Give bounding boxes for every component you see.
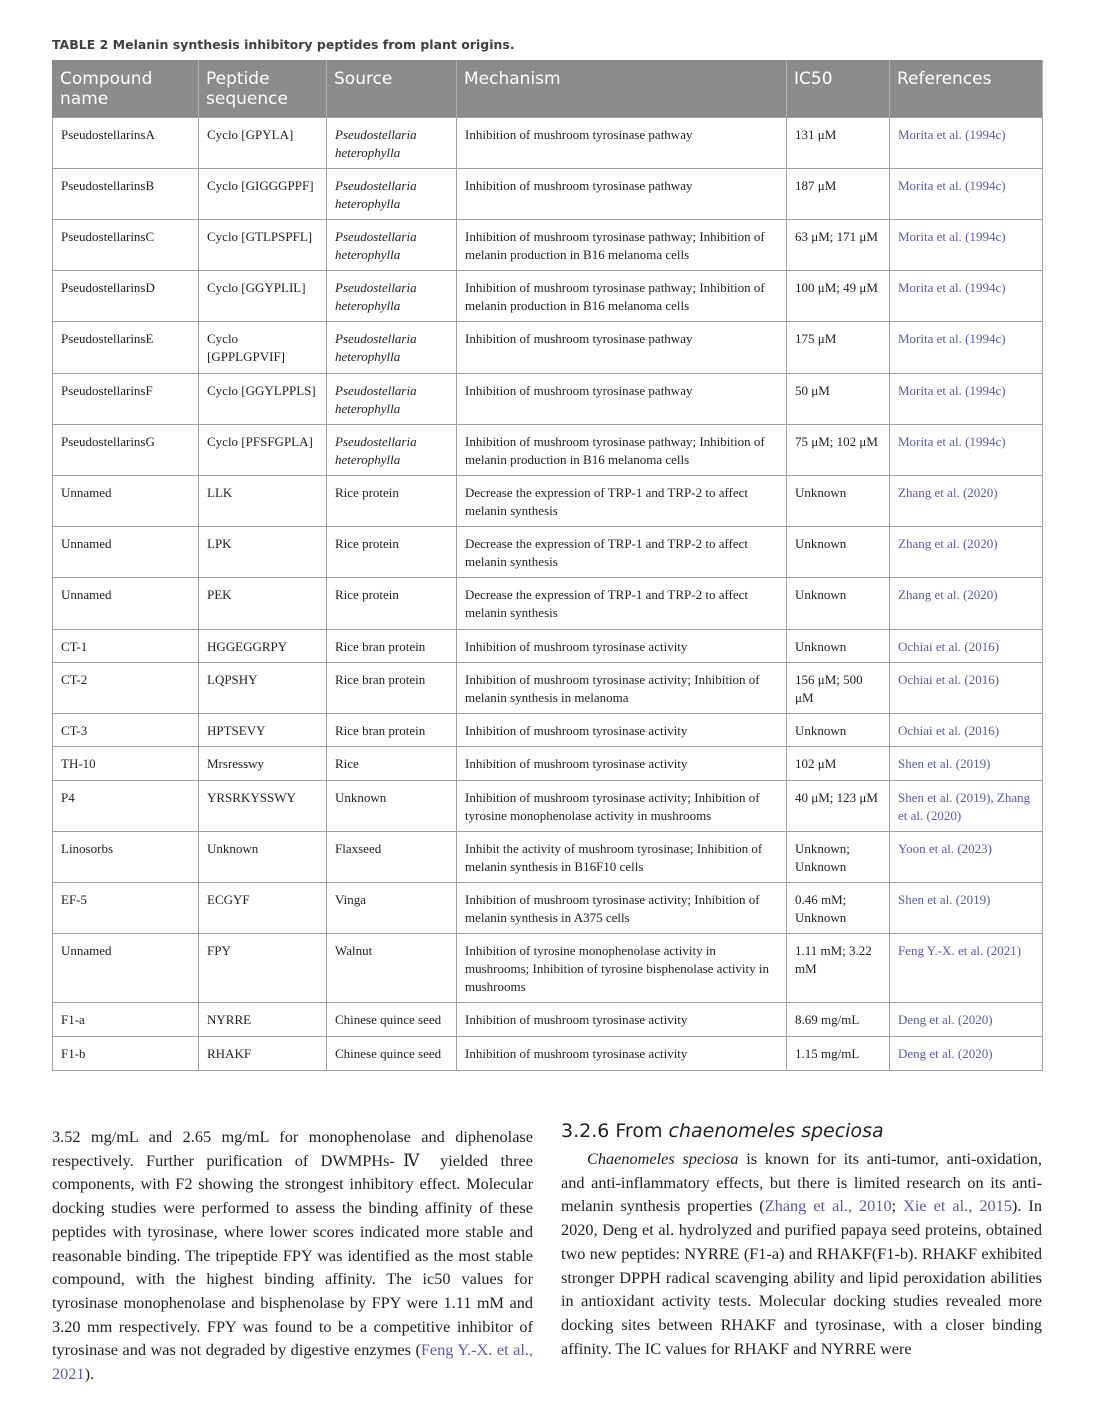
compound-cell: F1-a bbox=[53, 1003, 199, 1037]
compound-cell: TH-10 bbox=[53, 747, 199, 781]
table-row bbox=[53, 663, 1043, 714]
table-caption: TABLE 2 Melanin synthesis inhibitory peptides from plant origins. bbox=[52, 37, 515, 52]
ic50-cell: Unknown bbox=[787, 630, 890, 663]
header-source: Source bbox=[327, 60, 457, 118]
source-cell: Pseudostellaria heterophylla bbox=[327, 118, 457, 169]
sequence-cell: Cyclo [GPYLA] bbox=[199, 118, 327, 169]
paragraph-text: ). In 2020, Deng et al. hydrolyzed and purified papaya seed proteins, obtained two new peptides: NYRRE (F1-a) and RHAKF(F1-b). RHAKF exhibited stronger DPPH radical scavenging ability and lipid peroxidation abilities in antioxidant activity tests. Molecular docking studies revealed more docking sites between RHAKF and tyrosinase, with a closer binding affinity. The IC values for RHAKF and NYRRE were bbox=[561, 1196, 1042, 1358]
source-cell: Rice protein bbox=[327, 578, 457, 630]
reference-cell[interactable]: Morita et al. (1994c) bbox=[890, 220, 1043, 271]
ic50-cell: 175 μM bbox=[787, 322, 890, 374]
ic50-cell: 131 μM bbox=[787, 118, 890, 169]
ic50-cell: 156 μM; 500 μM bbox=[787, 663, 890, 714]
table-row bbox=[53, 527, 1043, 578]
compound-cell: PseudostellarinsD bbox=[53, 271, 199, 322]
reference-cell[interactable]: Morita et al. (1994c) bbox=[890, 169, 1043, 220]
reference-cell[interactable]: Ochiai et al. (2016) bbox=[890, 714, 1043, 747]
source-cell: Flaxseed bbox=[327, 832, 457, 883]
ic50-cell: 50 μM bbox=[787, 374, 890, 425]
mechanism-cell: Decrease the expression of TRP-1 and TRP-2 to affect melanin synthesis bbox=[457, 578, 787, 630]
compound-cell: Unnamed bbox=[53, 934, 199, 1003]
reference-cell[interactable]: Deng et al. (2020) bbox=[890, 1037, 1043, 1071]
reference-cell[interactable]: Shen et al. (2019), Zhang et al. (2020) bbox=[890, 781, 1043, 832]
section-heading bbox=[561, 1120, 884, 1142]
ic50-cell: 8.69 mg/mL bbox=[787, 1003, 890, 1037]
sequence-cell: HPTSEVY bbox=[199, 714, 327, 747]
source-cell: Pseudostellaria heterophylla bbox=[327, 220, 457, 271]
reference-cell[interactable]: Zhang et al. (2020) bbox=[890, 578, 1043, 630]
right-column-paragraph bbox=[561, 1147, 1042, 1360]
reference-cell[interactable]: Zhang et al. (2020) bbox=[890, 527, 1043, 578]
reference-cell[interactable]: Zhang et al. (2020) bbox=[890, 476, 1043, 527]
mechanism-cell: Inhibition of mushroom tyrosinase activity bbox=[457, 1003, 787, 1037]
compound-cell: PseudostellarinsA bbox=[53, 118, 199, 169]
ic50-cell: Unknown; Unknown bbox=[787, 832, 890, 883]
source-cell: Pseudostellaria heterophylla bbox=[327, 271, 457, 322]
source-cell: Vinga bbox=[327, 883, 457, 934]
table-row bbox=[53, 578, 1043, 630]
compound-cell: Unnamed bbox=[53, 578, 199, 630]
mechanism-cell: Inhibition of mushroom tyrosinase activity bbox=[457, 747, 787, 781]
compound-cell: PseudostellarinsC bbox=[53, 220, 199, 271]
table-body bbox=[53, 118, 1043, 1071]
source-cell: Rice bbox=[327, 747, 457, 781]
compound-cell: Unnamed bbox=[53, 527, 199, 578]
sequence-cell: Unknown bbox=[199, 832, 327, 883]
table-row bbox=[53, 374, 1043, 425]
header-ic50: IC50 bbox=[787, 60, 890, 118]
header-mechanism: Mechanism bbox=[457, 60, 787, 118]
compound-cell: Linosorbs bbox=[53, 832, 199, 883]
italic-lead: Chaenomeles speciosa bbox=[587, 1149, 739, 1168]
sequence-cell: ECGYF bbox=[199, 883, 327, 934]
mechanism-cell: Inhibition of mushroom tyrosinase pathway bbox=[457, 118, 787, 169]
compound-cell: PseudostellarinsE bbox=[53, 322, 199, 374]
table-row bbox=[53, 271, 1043, 322]
sequence-cell: YRSRKYSSWY bbox=[199, 781, 327, 832]
source-cell: Rice bran protein bbox=[327, 714, 457, 747]
reference-cell[interactable]: Feng Y.-X. et al. (2021) bbox=[890, 934, 1043, 1003]
mechanism-cell: Inhibition of mushroom tyrosinase pathway bbox=[457, 374, 787, 425]
sequence-cell: NYRRE bbox=[199, 1003, 327, 1037]
reference-cell[interactable]: Morita et al. (1994c) bbox=[890, 271, 1043, 322]
source-cell: Chinese quince seed bbox=[327, 1003, 457, 1037]
table-row bbox=[53, 169, 1043, 220]
ic50-cell: 40 μM; 123 μM bbox=[787, 781, 890, 832]
reference-cell[interactable]: Shen et al. (2019) bbox=[890, 883, 1043, 934]
sequence-cell: Cyclo [GIGGGPPF] bbox=[199, 169, 327, 220]
reference-cell[interactable]: Deng et al. (2020) bbox=[890, 1003, 1043, 1037]
table-row bbox=[53, 883, 1043, 934]
sequence-cell: FPY bbox=[199, 934, 327, 1003]
ic50-cell: 187 μM bbox=[787, 169, 890, 220]
ic50-cell: 0.46 mM; Unknown bbox=[787, 883, 890, 934]
table-row bbox=[53, 322, 1043, 374]
reference-cell[interactable]: Ochiai et al. (2016) bbox=[890, 663, 1043, 714]
table-row bbox=[53, 781, 1043, 832]
source-cell: Rice protein bbox=[327, 476, 457, 527]
mechanism-cell: Inhibition of mushroom tyrosinase pathway bbox=[457, 169, 787, 220]
source-cell: Rice bran protein bbox=[327, 630, 457, 663]
table-row bbox=[53, 476, 1043, 527]
header-references: References bbox=[890, 60, 1043, 118]
source-cell: Walnut bbox=[327, 934, 457, 1003]
source-cell: Pseudostellaria heterophylla bbox=[327, 169, 457, 220]
source-cell: Unknown bbox=[327, 781, 457, 832]
mechanism-cell: Inhibition of mushroom tyrosinase pathway; Inhibition of melanin production in B16 melanoma cells bbox=[457, 220, 787, 271]
ic50-cell: Unknown bbox=[787, 578, 890, 630]
sequence-cell: RHAKF bbox=[199, 1037, 327, 1071]
compound-cell: CT-1 bbox=[53, 630, 199, 663]
mechanism-cell: Inhibition of mushroom tyrosinase activity; Inhibition of tyrosine monophenolase activity in mushrooms bbox=[457, 781, 787, 832]
paragraph-text: ). bbox=[84, 1364, 95, 1384]
sequence-cell: LPK bbox=[199, 527, 327, 578]
mechanism-cell: Inhibition of mushroom tyrosinase activity bbox=[457, 630, 787, 663]
table-row bbox=[53, 425, 1043, 476]
mechanism-cell: Inhibition of mushroom tyrosinase pathway; Inhibition of melanin production in B16 melanoma cells bbox=[457, 425, 787, 476]
reference-cell[interactable]: Shen et al. (2019) bbox=[890, 747, 1043, 781]
sequence-cell: LLK bbox=[199, 476, 327, 527]
compound-cell: Unnamed bbox=[53, 476, 199, 527]
sequence-cell: Cyclo [GTLPSPFL] bbox=[199, 220, 327, 271]
ic50-cell: 1.15 mg/mL bbox=[787, 1037, 890, 1071]
table-row bbox=[53, 118, 1043, 169]
table-row bbox=[53, 630, 1043, 663]
reference-cell[interactable]: Morita et al. (1994c) bbox=[890, 322, 1043, 374]
ic50-cell: 102 μM bbox=[787, 747, 890, 781]
source-cell: Pseudostellaria heterophylla bbox=[327, 374, 457, 425]
table-row bbox=[53, 832, 1043, 883]
compound-cell: CT-3 bbox=[53, 714, 199, 747]
sequence-cell: Cyclo [GGYPLIL] bbox=[199, 271, 327, 322]
ic50-cell: Unknown bbox=[787, 714, 890, 747]
compound-cell: PseudostellarinsB bbox=[53, 169, 199, 220]
sequence-cell: Cyclo [GGYLPPLS] bbox=[199, 374, 327, 425]
citation-link[interactable]: Zhang et al., 2010 bbox=[764, 1196, 892, 1216]
source-cell: Pseudostellaria heterophylla bbox=[327, 425, 457, 476]
ic50-cell: Unknown bbox=[787, 476, 890, 527]
heading-text: 3.2.6 From bbox=[561, 1120, 669, 1142]
ic50-cell: Unknown bbox=[787, 527, 890, 578]
mechanism-cell: Inhibition of mushroom tyrosinase activity bbox=[457, 1037, 787, 1071]
table-row bbox=[53, 1037, 1043, 1071]
peptide-table bbox=[52, 60, 1043, 1071]
ic50-cell: 100 μM; 49 μM bbox=[787, 271, 890, 322]
source-cell: Pseudostellaria heterophylla bbox=[327, 322, 457, 374]
separator: ; bbox=[891, 1196, 904, 1216]
mechanism-cell: Decrease the expression of TRP-1 and TRP-2 to affect melanin synthesis bbox=[457, 527, 787, 578]
citation-link[interactable]: Xie et al., 2015 bbox=[903, 1196, 1012, 1216]
mechanism-cell: Inhibition of mushroom tyrosinase activity bbox=[457, 714, 787, 747]
paragraph-text: is known for its anti-tumor, anti-oxidation, and anti-inflammatory effects, but there is limited research on its anti-melanin synthesis properties ( bbox=[561, 1149, 1043, 1216]
source-cell: Rice bran protein bbox=[327, 663, 457, 714]
reference-cell[interactable]: Yoon et al. (2023) bbox=[890, 832, 1043, 883]
table-row bbox=[53, 714, 1043, 747]
mechanism-cell: Decrease the expression of TRP-1 and TRP-2 to affect melanin synthesis bbox=[457, 476, 787, 527]
reference-cell[interactable]: Morita et al. (1994c) bbox=[890, 374, 1043, 425]
reference-cell[interactable]: Morita et al. (1994c) bbox=[890, 118, 1043, 169]
reference-cell[interactable]: Morita et al. (1994c) bbox=[890, 425, 1043, 476]
sequence-cell: Mrsresswy bbox=[199, 747, 327, 781]
mechanism-cell: Inhibition of mushroom tyrosinase activity; Inhibition of melanin synthesis in A375 cells bbox=[457, 883, 787, 934]
mechanism-cell: Inhibition of mushroom tyrosinase activity; Inhibition of melanin synthesis in melanoma bbox=[457, 663, 787, 714]
mechanism-cell: Inhibit the activity of mushroom tyrosinase; Inhibition of melanin synthesis in B16F10 cells bbox=[457, 832, 787, 883]
sequence-cell: HGGEGGRPY bbox=[199, 630, 327, 663]
paragraph-text: 3.52 mg/mL and 2.65 mg/mL for monophenolase and diphenolase respectively. Further purification of DWMPHs-Ⅳ yielded three components, with F2 showing the strongest inhibitory effect. Molecular docking studies were performed to assess the binding affinity of these peptides with tyrosinase, where lower scores indicated more stable and reasonable binding. The tripeptide FPY was identified as the most stable compound, with the highest binding affinity. The ic50 values for tyrosinase monophenolase and bisphenolase by FPY were 1.11 mM and 3.20 mm respectively. FPY was found to be a competitive inhibitor of tyrosinase and was not degraded by digestive enzymes ( bbox=[52, 1127, 533, 1360]
source-cell: Chinese quince seed bbox=[327, 1037, 457, 1071]
sequence-cell: PEK bbox=[199, 578, 327, 630]
compound-cell: CT-2 bbox=[53, 663, 199, 714]
left-column-paragraph bbox=[52, 1125, 533, 1386]
compound-cell: P4 bbox=[53, 781, 199, 832]
compound-cell: EF-5 bbox=[53, 883, 199, 934]
compound-cell: PseudostellarinsF bbox=[53, 374, 199, 425]
mechanism-cell: Inhibition of mushroom tyrosinase pathway bbox=[457, 322, 787, 374]
sequence-cell: LQPSHY bbox=[199, 663, 327, 714]
mechanism-cell: Inhibition of tyrosine monophenolase activity in mushrooms; Inhibition of tyrosine bisphenolase activity in mushrooms bbox=[457, 934, 787, 1003]
header-peptide-sequence: Peptide sequence bbox=[199, 60, 327, 118]
citation-link[interactable]: Feng Y.-X. et al., 2021 bbox=[52, 1340, 533, 1384]
ic50-cell: 63 μM; 171 μM bbox=[787, 220, 890, 271]
mechanism-cell: Inhibition of mushroom tyrosinase pathway; Inhibition of melanin production in B16 melanoma cells bbox=[457, 271, 787, 322]
ic50-cell: 75 μM; 102 μM bbox=[787, 425, 890, 476]
ic50-cell: 1.11 mM; 3.22 mM bbox=[787, 934, 890, 1003]
table-row bbox=[53, 1003, 1043, 1037]
source-cell: Rice protein bbox=[327, 527, 457, 578]
table-header-row bbox=[53, 60, 1043, 118]
sequence-cell: Cyclo [PFSFGPLA] bbox=[199, 425, 327, 476]
compound-cell: F1-b bbox=[53, 1037, 199, 1071]
table-row bbox=[53, 747, 1043, 781]
sequence-cell: Cyclo [GPPLGPVIF] bbox=[199, 322, 327, 374]
header-compound-name: Compound name bbox=[53, 60, 199, 118]
heading-italic-text: chaenomeles speciosa bbox=[668, 1120, 884, 1142]
reference-cell[interactable]: Ochiai et al. (2016) bbox=[890, 630, 1043, 663]
compound-cell: PseudostellarinsG bbox=[53, 425, 199, 476]
table-row bbox=[53, 220, 1043, 271]
table-row bbox=[53, 934, 1043, 1003]
